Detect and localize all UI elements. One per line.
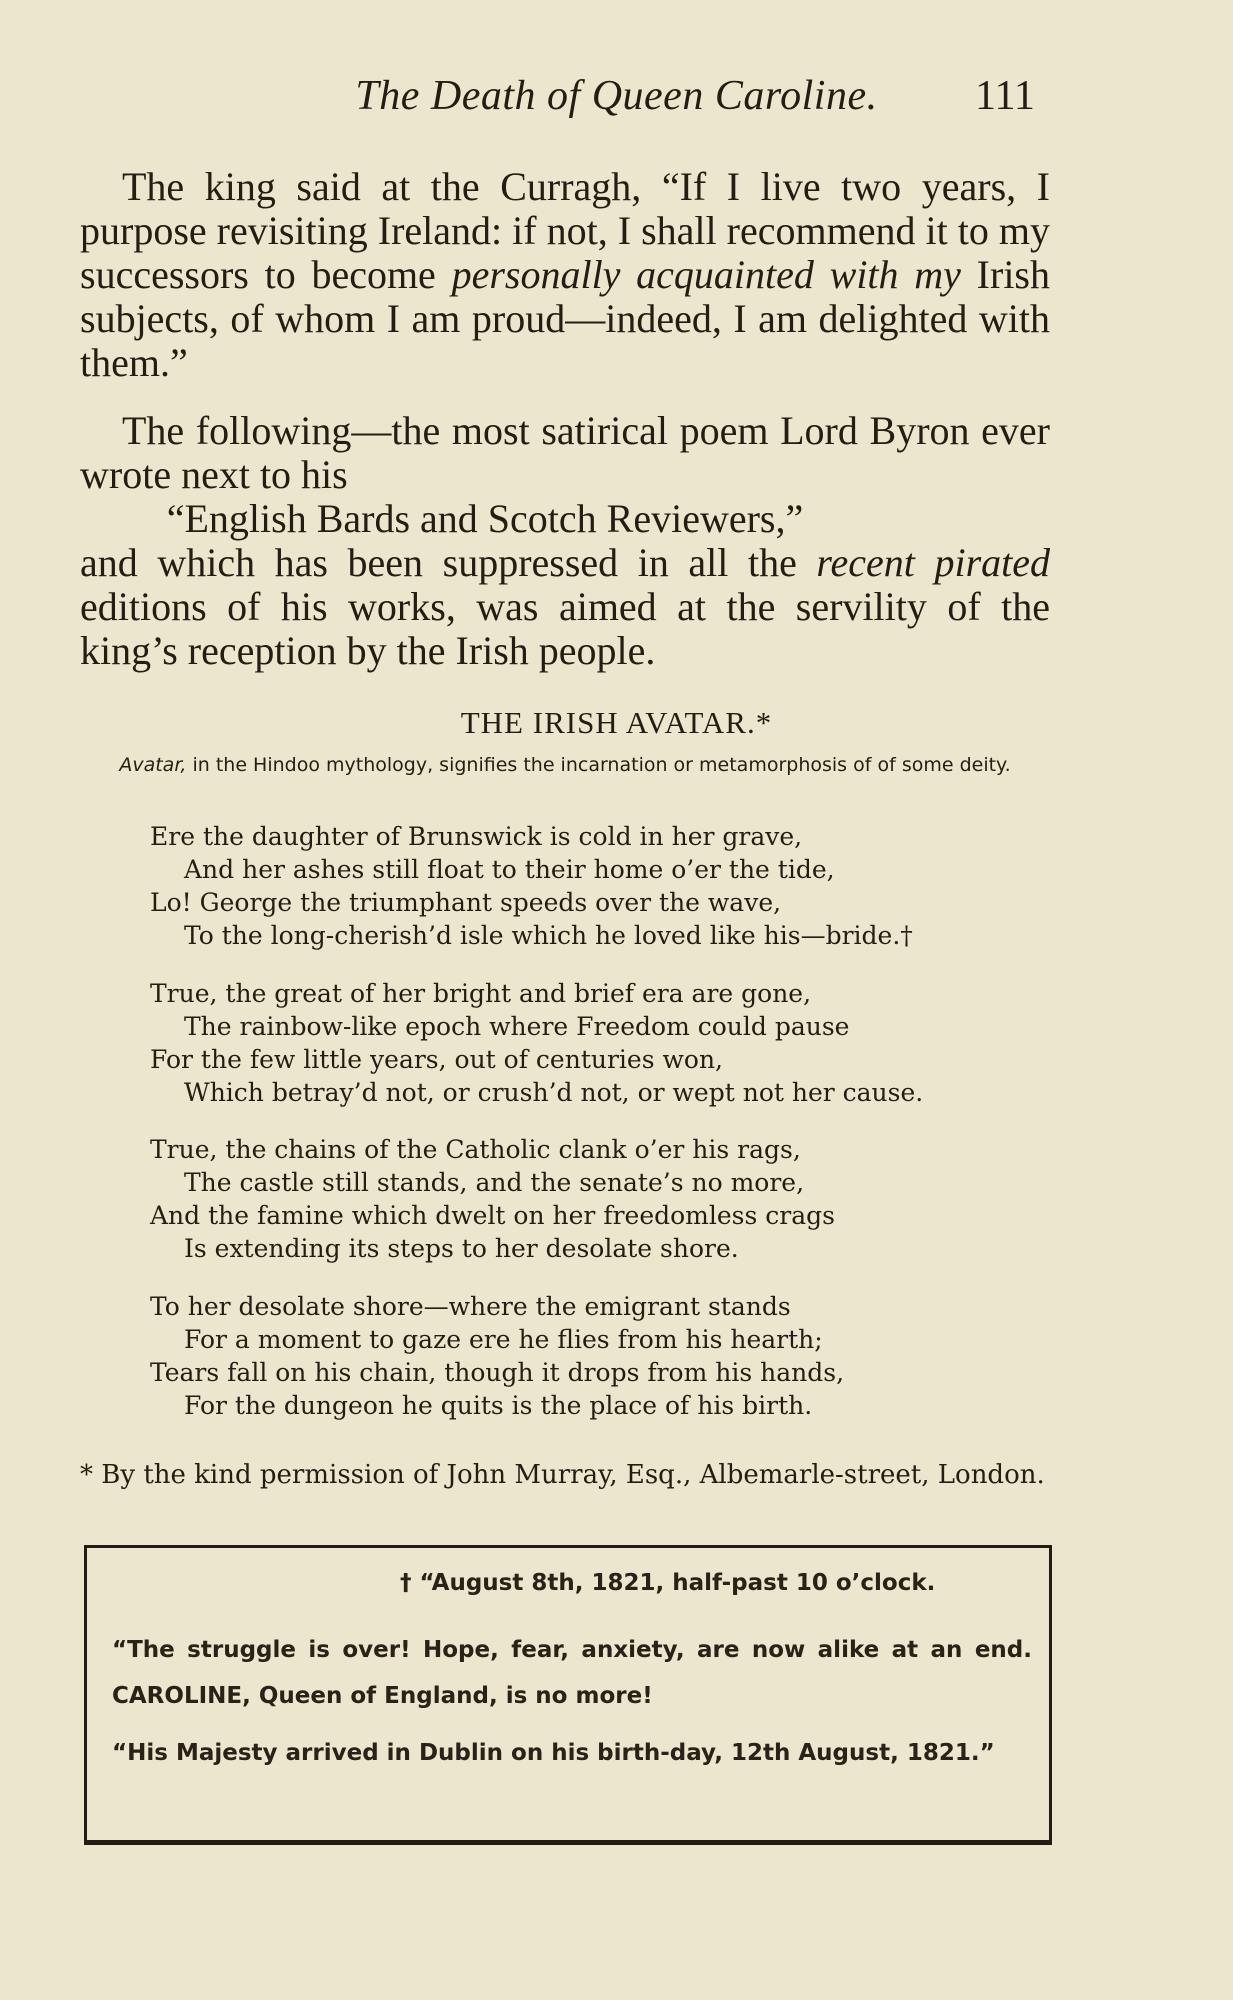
english-bards-title-line: “English Bards and Scotch Reviewers,”	[166, 496, 804, 541]
poem-line: And the famine which dwelt on her freedomless crags	[150, 1201, 835, 1230]
boxed-note-struggle: “The struggle is over! Hope, fear, anxiety, are now alike at an end. CAROLINE, Queen of England, is no more!	[112, 1637, 1032, 1709]
boxed-note-arrival: “His Majesty arrived in Dublin on his birth-day, 12th August, 1821.”	[112, 1740, 995, 1766]
poem-line: To her desolate shore—where the emigrant stands	[150, 1292, 791, 1321]
poem-stanza	[150, 977, 1080, 1109]
paragraph-text: Irish subjects, of whom I am proud—indeed, I am delighted with them.”	[80, 252, 1050, 385]
poem-line: Is extending its steps to her desolate shore.	[184, 1234, 739, 1263]
poem-stanza	[150, 1133, 1080, 1265]
paragraph-text: The king said at the Curragh, “If I live two years, I purpose revisiting Ireland: if not, I shall recommend it to my successors to become	[80, 164, 1050, 297]
boxed-note-date: † “August 8th, 1821, half-past 10 o’clock.	[400, 1570, 936, 1596]
paragraph-text: and which has been suppressed in all the	[80, 540, 817, 585]
poem-line: For a moment to gaze ere he flies from his hearth;	[184, 1325, 823, 1354]
footnote-permission: * By the kind permission of John Murray, Esq., Albemarle-street, London.	[80, 1460, 1045, 1490]
poem-line: And her ashes still float to their home o’er the tide,	[184, 855, 835, 884]
poem-line: Which betray’d not, or crush’d not, or wept not her cause.	[184, 1078, 924, 1107]
paragraph-king-curragh	[80, 165, 1050, 385]
avatar-definition: in the Hindoo mythology, signifies the incarnation or metamorphosis of of some deity.	[186, 754, 1011, 776]
poem-line: True, the chains of the Catholic clank o’er his rags,	[150, 1135, 801, 1164]
paragraph-italic: recent pirated	[816, 540, 1050, 585]
poem-line: Tears fall on his chain, though it drops from his hands,	[150, 1358, 845, 1387]
poem-stanza	[150, 1290, 1080, 1422]
paragraph-text: editions of his works, was aimed at the servility of the king’s reception by the Irish people.	[80, 584, 1050, 673]
page-number: 111	[975, 73, 1035, 119]
poem-line: For the dungeon he quits is the place of his birth.	[184, 1391, 813, 1420]
paragraph-text: The following—the most satirical poem Lord Byron ever wrote next to his	[80, 408, 1050, 497]
avatar-definition-note	[80, 753, 1050, 778]
paragraph-byron-poem-intro	[80, 409, 1050, 673]
poem-line: The rainbow-like epoch where Freedom could pause	[184, 1012, 850, 1041]
poem-line: To the long-cherish’d isle which he loved like his—bride.†	[184, 921, 913, 950]
poem-title: THE IRISH AVATAR.*	[460, 705, 773, 740]
poem-line: For the few little years, out of centuries won,	[150, 1045, 723, 1074]
poem-stanza	[150, 820, 1080, 952]
poem-line: Lo! George the triumphant speeds over the wave,	[150, 888, 782, 917]
paragraph-italic: personally acquainted with my	[451, 252, 961, 297]
avatar-term: Avatar,	[119, 754, 187, 776]
running-header-title: The Death of Queen Caroline.	[355, 73, 878, 119]
poem-line: The castle still stands, and the senate’s no more,	[184, 1168, 805, 1197]
poem-line: Ere the daughter of Brunswick is cold in her grave,	[150, 822, 803, 851]
poem-line: True, the great of her bright and brief era are gone,	[150, 979, 812, 1008]
